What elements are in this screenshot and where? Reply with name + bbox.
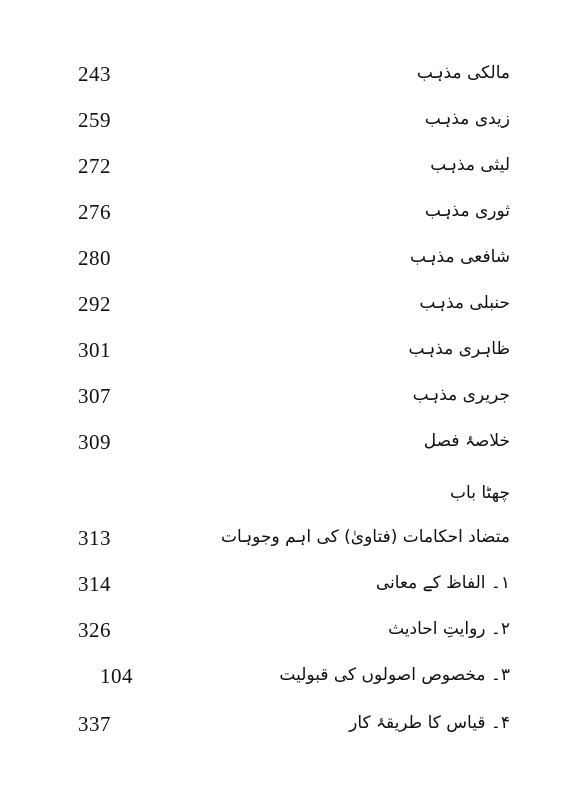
toc-page-number: 259 (78, 108, 111, 132)
toc-page-number: 243 (78, 62, 111, 86)
toc-page-number: 292 (78, 292, 111, 316)
toc-entry-maliki (0, 58, 570, 92)
toc-entry-title: ۳۔ مخصوص اصولوں کی قبولیت (279, 665, 510, 685)
toc-entry-title: حنبلی مذہب (419, 293, 510, 313)
toc-entry-title: ۱۔ الفاظ کے معانی (375, 573, 510, 593)
toc-entry-jariri (0, 380, 570, 414)
toc-page-number: 280 (78, 246, 111, 270)
toc-entry-principles (0, 660, 570, 694)
toc-entry-summary (0, 426, 570, 460)
toc-entry-title: زیدی مذہب (424, 109, 510, 129)
toc-entry-thawri (0, 196, 570, 230)
toc-entry-title: خلاصۂ فصل (423, 431, 510, 451)
toc-entry-laythi (0, 150, 570, 184)
toc-entry-title: ۴۔ قیاس کا طریقۂ کار (349, 713, 510, 733)
toc-entry-shafii (0, 242, 570, 276)
toc-page-number: 313 (78, 526, 111, 550)
chapter-heading: چھٹا باب (450, 483, 510, 503)
toc-entry-title: ۲۔ روایتِ احادیث (388, 619, 510, 639)
toc-entry-title: متضاد احکامات (فتاویٰ) کی اہم وجوہات (221, 527, 510, 547)
toc-entry-word-meanings (0, 568, 570, 602)
toc-page-number: 314 (78, 572, 111, 596)
toc-page-number: 309 (78, 430, 111, 454)
toc-entry-reasons (0, 522, 570, 556)
toc-entry-title: لیثی مذہب (430, 155, 510, 175)
toc-entry-title: مالکی مذہب (416, 63, 510, 83)
toc-entry-hanbali (0, 288, 570, 322)
toc-page-number: 272 (78, 154, 111, 178)
toc-entry-title: جریری مذہب (412, 385, 510, 405)
toc-page-number: 326 (78, 618, 111, 642)
toc-entry-zaidi (0, 104, 570, 138)
toc-page-number: 337 (78, 712, 111, 736)
toc-page-number: 104 (100, 664, 133, 688)
toc-entry-title: شافعی مذہب (409, 247, 510, 267)
toc-page-number: 307 (78, 384, 111, 408)
toc-page-number: 276 (78, 200, 111, 224)
toc-entry-qiyas (0, 708, 570, 742)
toc-entry-zahiri (0, 334, 570, 368)
toc-entry-title: ثوری مذہب (424, 201, 510, 221)
toc-entry-hadith-narration (0, 614, 570, 648)
toc-entry-title: ظاہری مذہب (408, 339, 510, 359)
toc-page-number: 301 (78, 338, 111, 362)
